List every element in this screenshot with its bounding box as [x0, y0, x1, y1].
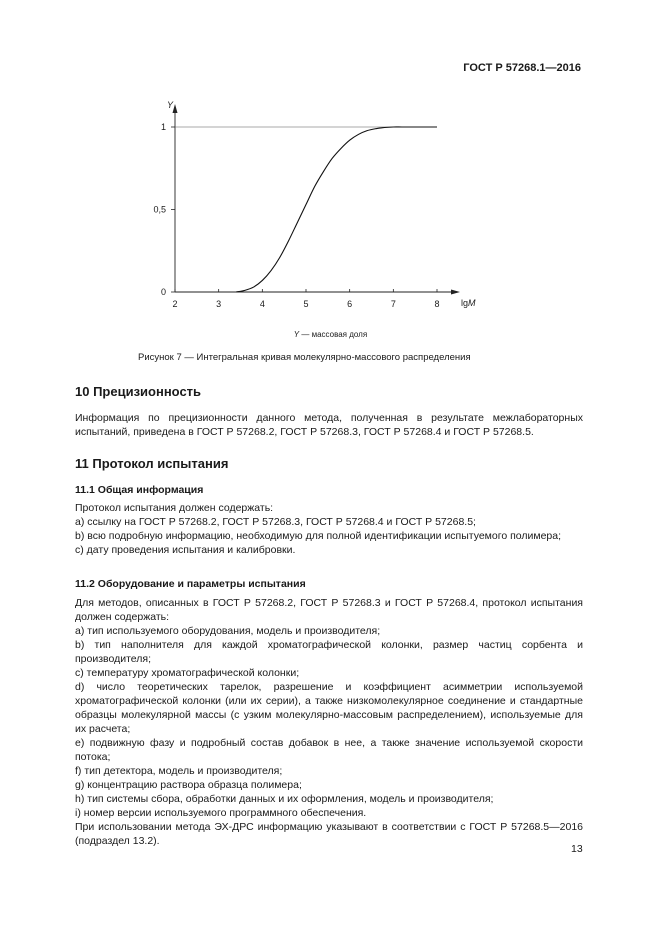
series-line	[236, 127, 437, 292]
list-item: c) дату проведения испытания и калибровки.	[75, 544, 296, 556]
x-tick-label: 3	[216, 299, 222, 309]
subsection-11-2-intro: Для методов, описанных в ГОСТ Р 57268.2, ГОСТ Р 57268.3 и ГОСТ Р 57268.4, протокол испытания должен содержать:	[75, 597, 583, 623]
x-axis-label	[461, 298, 476, 308]
subsection-11-1-title: 11.1 Общая информация	[75, 484, 204, 496]
list-item: a) тип используемого оборудования, модель и производителя;	[75, 625, 381, 637]
figure-caption: Рисунок 7 — Интегральная кривая молекулярно-массового распределения	[138, 352, 471, 363]
x-axis-arrow	[451, 290, 460, 295]
chart-series	[175, 127, 437, 292]
list-item: b) тип наполнителя для каждой хроматографической колонки, размер частиц сорбента и производителя;	[75, 639, 583, 665]
y-legend-text: — массовая доля	[299, 330, 368, 339]
section-10-text	[75, 411, 583, 439]
list-item: i) номер версии используемого программного обеспечения.	[75, 807, 367, 819]
chart-ticks	[153, 122, 439, 309]
y-tick-label: 0,5	[153, 204, 166, 215]
chart-y-legend	[0, 330, 661, 339]
x-tick-label: 2	[172, 299, 178, 309]
page-number: 13	[571, 843, 583, 855]
section-10-paragraph: Информация по прецизионности данного метода, полученная в результате межлабораторных испытаний, приведена в ГОСТ Р 57268.2, ГОСТ Р 57268.3, ГОСТ Р 57268.4 и ГОСТ Р 57268.5.	[75, 412, 583, 438]
chart-axes	[167, 100, 476, 308]
y-legend-var: Y	[293, 330, 300, 339]
section-11-title: 11 Протокол испытания	[75, 456, 229, 471]
list-item: g) концентрацию раствора образца полимера;	[75, 779, 302, 791]
x-tick-label: 8	[434, 299, 440, 309]
list-item: f) тип детектора, модель и производителя;	[75, 765, 283, 777]
list-item: e) подвижную фазу и подробный состав добавок в нее, а также значение используемой скорости потока;	[75, 737, 583, 763]
x-tick-label: 6	[347, 299, 353, 309]
list-item: a) ссылку на ГОСТ Р 57268.2, ГОСТ Р 57268.3, ГОСТ Р 57268.4 и ГОСТ Р 57268.5;	[75, 516, 476, 528]
list-item: h) тип системы сбора, обработки данных и их оформления, модель и производителя;	[75, 793, 494, 805]
list-item: d) число теоретических тарелок, разрешение и коэффициент асимметрии используемой хроматографической колонки (или их серии), а также низкомолекулярное соединение и стандартные образцы молекулярной массы (с узким молекулярно-массовым распределением), используемые для их расчета;	[75, 681, 583, 735]
subsection-11-1-body	[75, 501, 583, 557]
y-axis-arrow	[173, 104, 178, 113]
x-axis-label-prefix: lg	[461, 298, 469, 308]
subsection-11-1-intro: Протокол испытания должен содержать:	[75, 502, 274, 514]
list-item: b) всю подробную информацию, необходимую для полной идентификации испытуемого полимера;	[75, 530, 562, 542]
y-tick-label: 1	[160, 122, 166, 132]
x-tick-label: 4	[259, 299, 265, 309]
list-item: c) температуру хроматографической колонки;	[75, 667, 300, 679]
x-tick-label: 5	[303, 299, 309, 309]
x-axis-label-var: M	[468, 298, 476, 308]
x-tick-label: 7	[390, 299, 396, 309]
document-header-id: ГОСТ Р 57268.1—2016	[463, 62, 581, 74]
subsection-11-2-body	[75, 596, 583, 848]
subsection-11-2-title: 11.2 Оборудование и параметры испытания	[75, 578, 306, 590]
closing-paragraph: При использовании метода ЭХ-ДРС информацию указывают в соответствии с ГОСТ Р 57268.5—2016 (подраздел 13.2).	[75, 821, 583, 847]
section-10-title: 10 Прецизионность	[75, 384, 202, 399]
y-tick-label: 0	[160, 287, 166, 297]
y-axis-label: Y	[167, 100, 174, 110]
integral-distribution-chart	[0, 0, 661, 350]
